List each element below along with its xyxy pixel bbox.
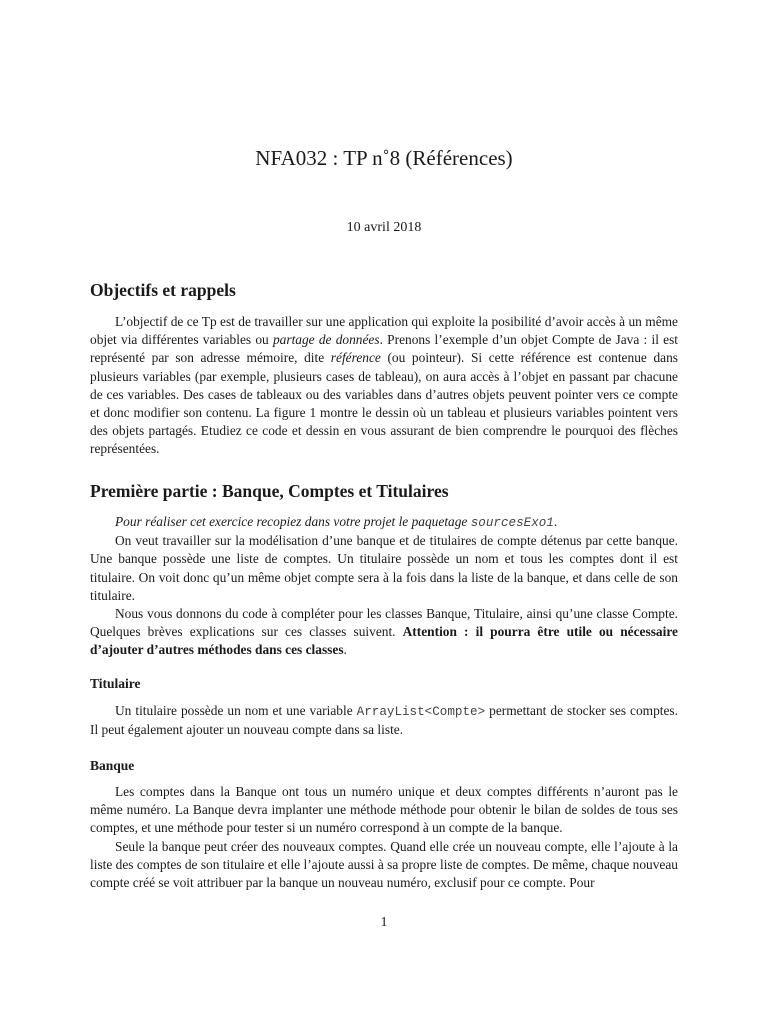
paragraph: Les comptes dans la Banque ont tous un numéro unique et deux comptes différents n’auront pas le même numéro. La Banque devra implanter une méthode méthode pour obtenir le bilan de soldes de tous ses comptes, et une méthode pour tester si un numéro correspond à un compte de la banque. [90, 784, 678, 836]
document-title: NFA032 : TP n˚8 (Références) [255, 146, 513, 170]
document-date: 10 avril 2018 [346, 220, 422, 235]
paragraph [90, 702, 678, 739]
section-premiere-partie-body [90, 513, 678, 660]
paragraph: Seule la banque peut créer des nouveaux comptes. Quand elle crée un nouveau compte, elle l’ajoute à la liste des comptes de son titulaire et elle l’ajoute aussi à sa propre liste de comptes. De même, chaque nouveau compte créé se voit attribuer par la banque un nouveau numéro, exclusif pour ce compte. Pour [90, 838, 678, 891]
section-heading-premiere-partie: Première partie : Banque, Comptes et Titulaires [90, 481, 449, 501]
text: (ou pointeur). Si cette référence est contenue dans plusieurs variables (par exemple, plusieurs cases de tableau), on aura accès à l’objet en passant par chacune de ces variables. Des cases de tableaux ou des variables dans d’autres objets peuvent pointer vers ce compte et donc modifier son contenu. La figure 1 montre le dessin où un tableau et plusieurs variables pointent vers des objets partagés. Etudiez ce code et dessin en vous assurant de bien comprendre le pourquoi des flèches représentées. [90, 350, 678, 457]
code-text: ArrayList<Compte> [356, 705, 486, 719]
text-italic: référence [330, 350, 381, 366]
paragraph [90, 513, 678, 532]
code-text: sourcesExo1 [470, 516, 554, 530]
paragraph [90, 605, 678, 660]
subsection-titulaire-body [90, 702, 678, 739]
text-bold: Attention : il pourra être utile ou nécessaire d’ajouter d’autres méthodes dans ces classes [90, 624, 678, 658]
text: . [343, 642, 347, 658]
subsection-heading-banque: Banque [90, 758, 135, 773]
text: . [553, 514, 558, 529]
text: L’objectif de ce Tp est de travailler sur une application qui exploite la posibilité d’avoir accès à un même objet via différentes variables ou [90, 314, 678, 348]
subsection-heading-titulaire: Titulaire [90, 676, 141, 691]
text-italic: Pour réaliser cet exercice recopiez dans votre projet le paquetage [115, 514, 471, 529]
section-heading-objectifs: Objectifs et rappels [90, 280, 236, 300]
section-objectifs-body [90, 313, 678, 459]
subsection-banque-body [90, 783, 678, 892]
paragraph [90, 313, 678, 459]
text: Nous vous donnons du code à compléter pour les classes Banque, Titulaire, ainsi qu’une classe Compte. Quelques brèves explications sur ces classes suivent. [90, 606, 678, 640]
text-italic: partage de données [272, 332, 380, 348]
page-number: 1 [380, 915, 388, 930]
text: Un titulaire possède un nom et une variable [115, 703, 357, 718]
text: permettant de stocker ses comptes. Il peut également ajouter un nouveau compte dans sa liste. [90, 703, 678, 738]
paragraph: On veut travailler sur la modélisation d’une banque et de titulaires de compte détenus par cette banque. Une banque possède une liste de comptes. Un titulaire possède un nom et tous les comptes dont il est titulaire. On voit donc qu’un même objet compte sera à la fois dans la liste de la banque, et dans celle de son titulaire. [90, 533, 678, 603]
text: . Prenons l’exemple d’un objet Compte de Java : il est représenté par son adresse mémoire, dite [90, 332, 679, 366]
